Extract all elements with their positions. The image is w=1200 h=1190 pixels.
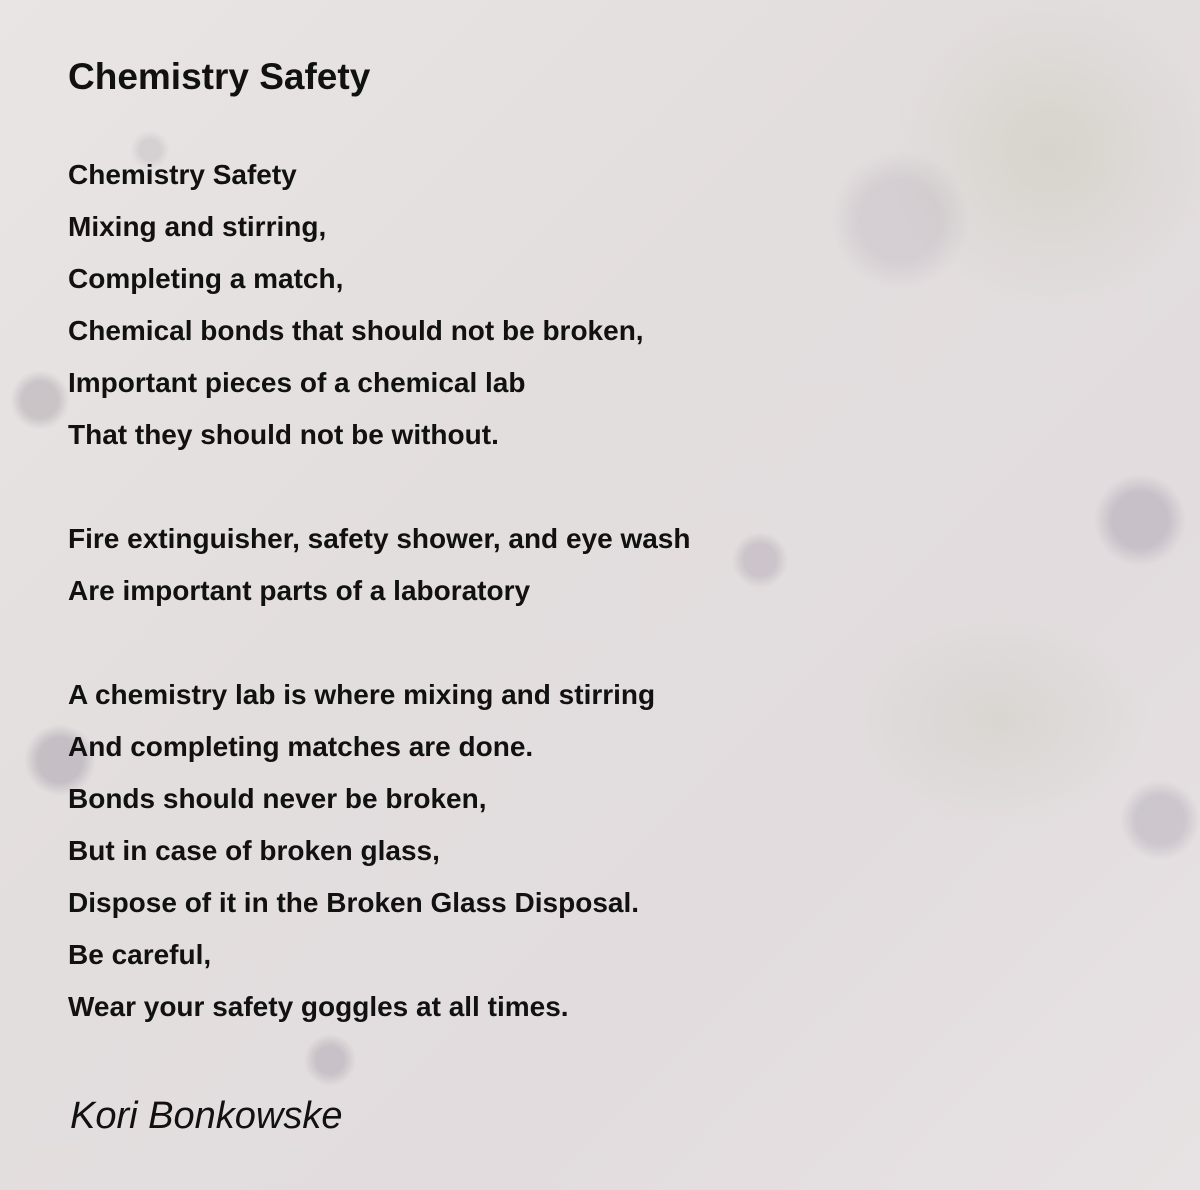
poem-author: Kori Bonkowske <box>70 1095 343 1137</box>
poem-title: Chemistry Safety <box>68 56 371 97</box>
poem-line: Mixing and stirring, <box>68 211 327 242</box>
stanza-1 <box>68 149 690 461</box>
poem-line: That they should not be without. <box>68 419 499 450</box>
poem-line: Chemistry Safety <box>68 159 297 190</box>
stanza-2 <box>68 513 690 617</box>
poem-line: Are important parts of a laboratory <box>68 575 531 606</box>
poem-line: Be careful, <box>68 939 212 970</box>
poem-line: Completing a match, <box>68 263 344 294</box>
poem-body <box>68 149 690 1085</box>
poem-line: A chemistry lab is where mixing and stirring <box>68 679 656 710</box>
stanza-3 <box>68 669 690 1033</box>
poem-line: Dispose of it in the Broken Glass Disposal. <box>68 887 640 918</box>
poem-line: But in case of broken glass, <box>68 835 440 866</box>
poem-line: Fire extinguisher, safety shower, and eye wash <box>68 523 691 554</box>
poem-line: Chemical bonds that should not be broken, <box>68 315 644 346</box>
poem-line: Wear your safety goggles at all times. <box>68 991 569 1022</box>
poem-line: Important pieces of a chemical lab <box>68 367 526 398</box>
poem-line: And completing matches are done. <box>68 731 534 762</box>
poem-line: Bonds should never be broken, <box>68 783 487 814</box>
